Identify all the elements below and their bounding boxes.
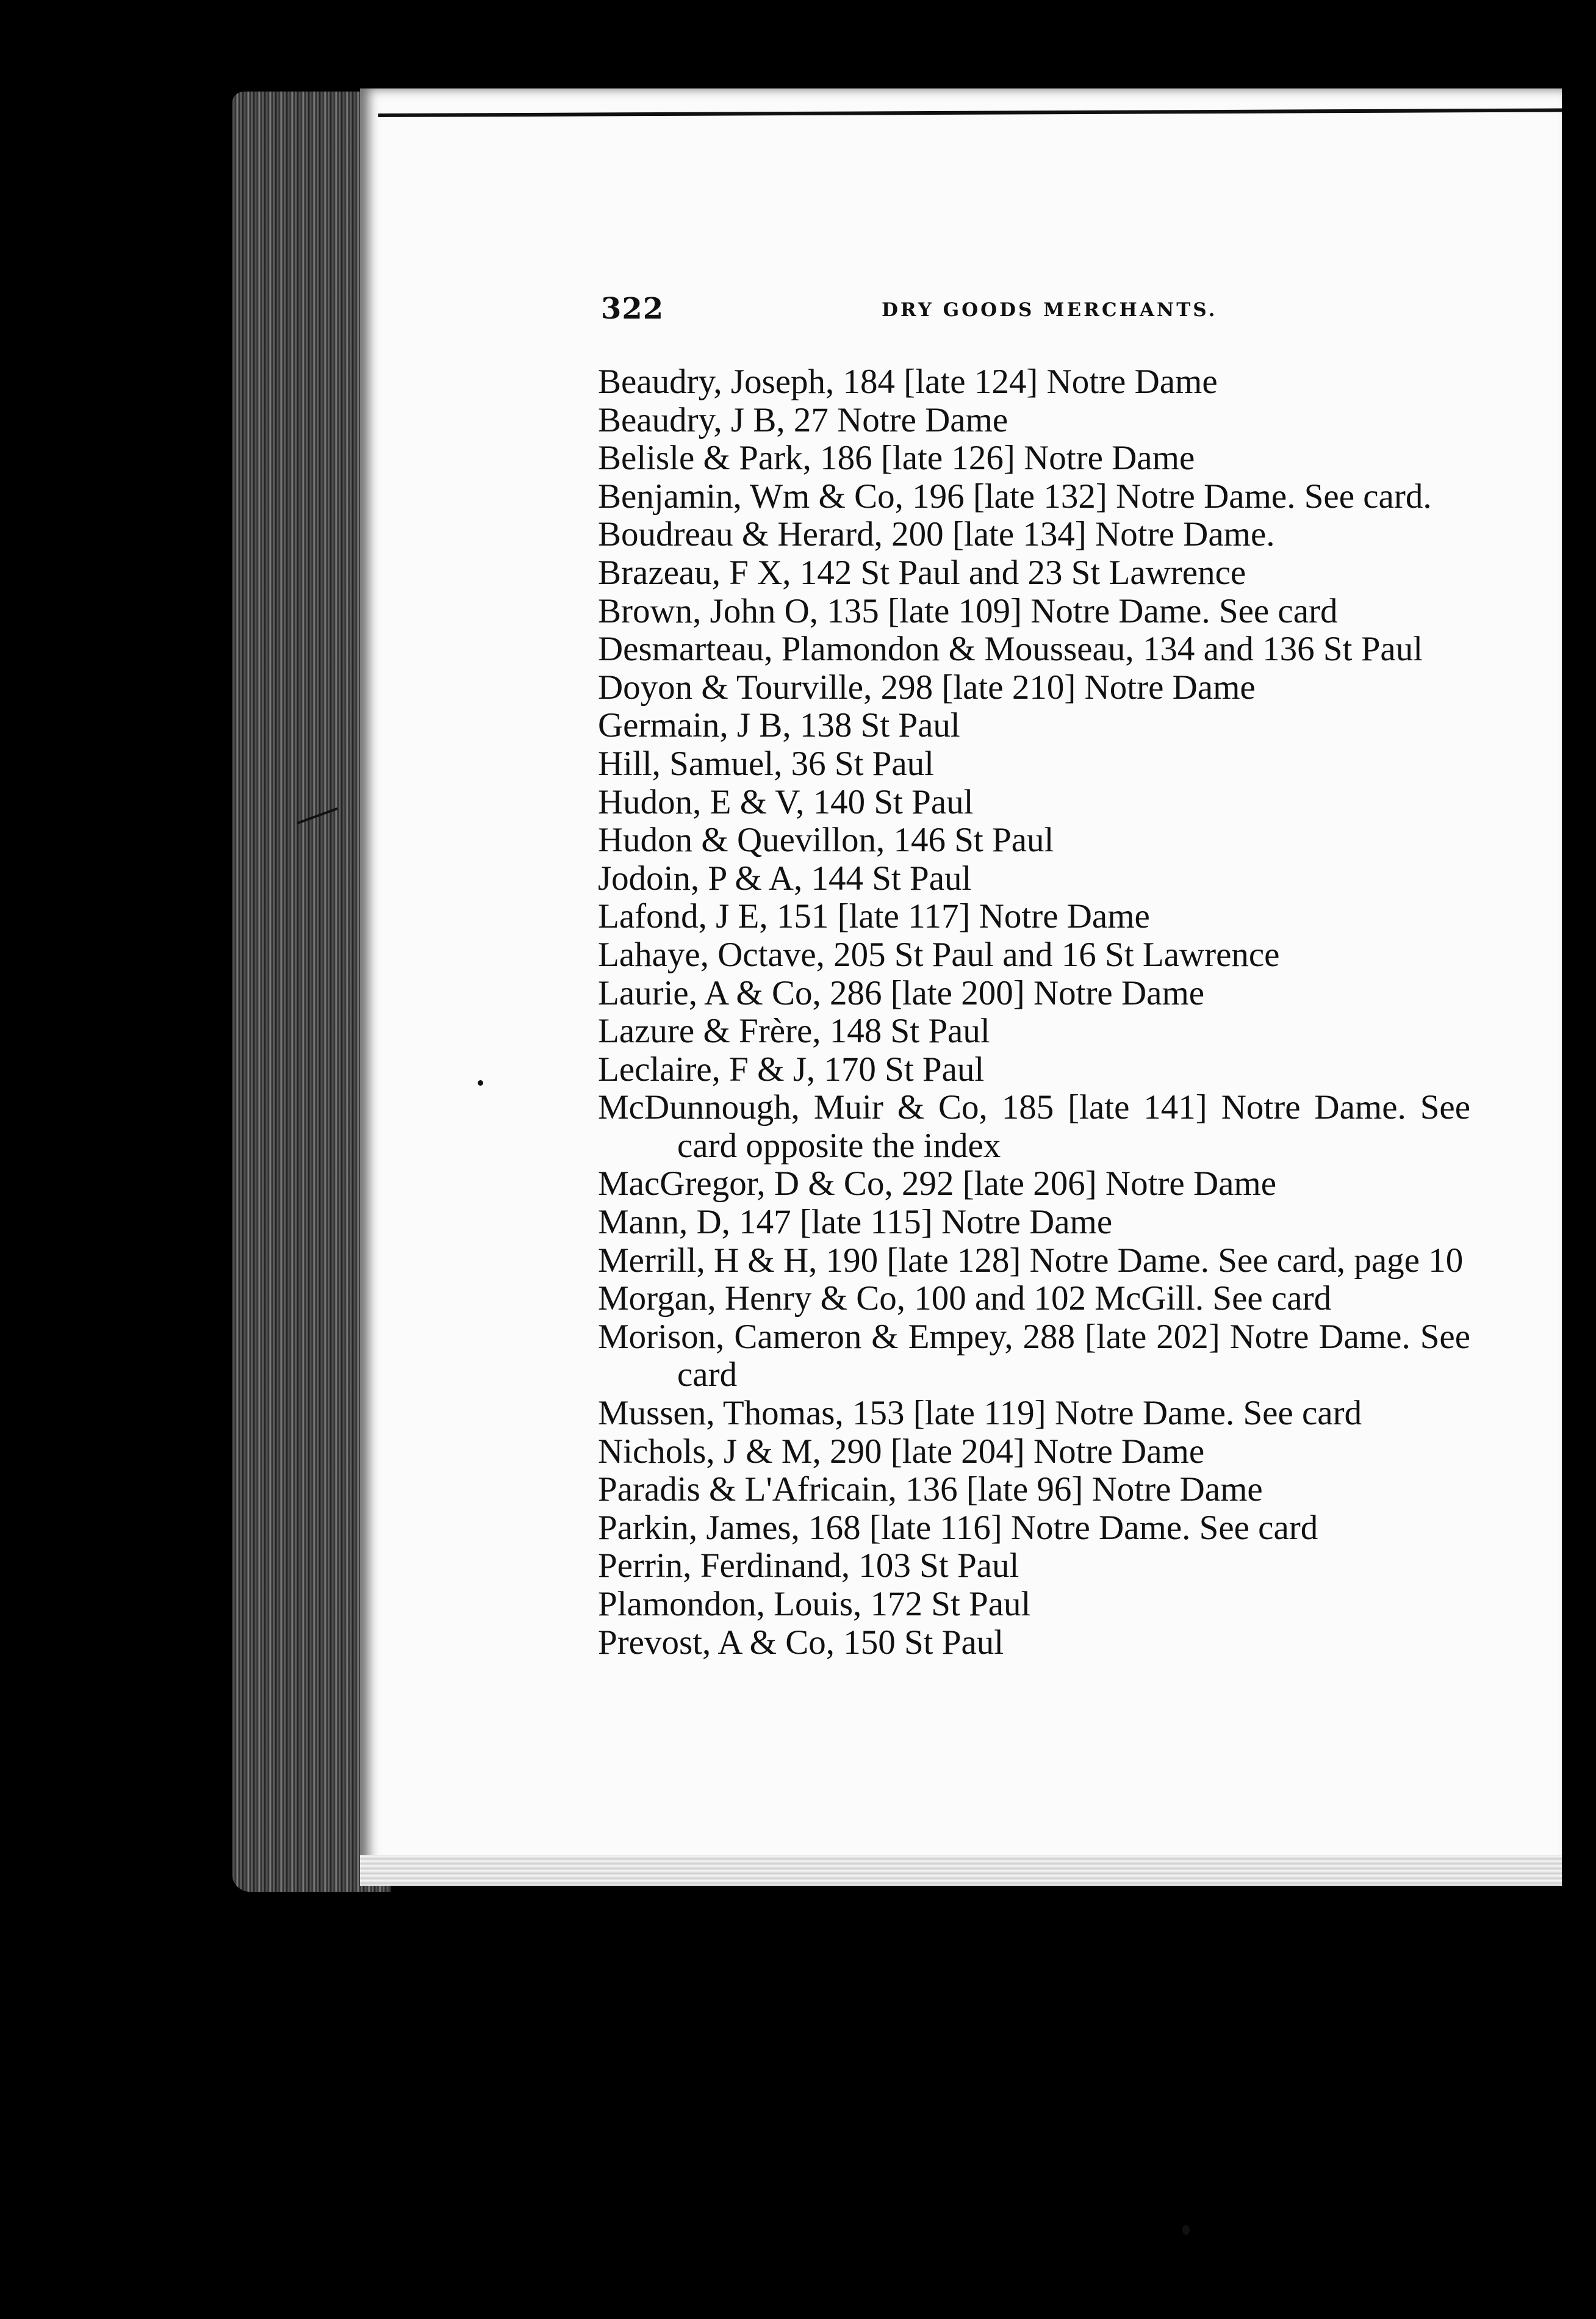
- directory-entry: Hudon, E & V, 140 St Paul: [598, 782, 974, 821]
- directory-entry: Perrin, Ferdinand, 103 St Paul: [598, 1546, 1019, 1585]
- directory-entry: Merrill, H & H, 190 [late 128] Notre Dame. See card, page 10: [598, 1241, 1464, 1280]
- scan-speck: [478, 1080, 483, 1086]
- running-head: [601, 292, 1467, 334]
- directory-entry: Germain, J B, 138 St Paul: [598, 706, 960, 745]
- merchant-directory-list: [598, 363, 1470, 1662]
- directory-entry: Laurie, A & Co, 286 [late 200] Notre Dame: [598, 973, 1205, 1012]
- directory-entry: Prevost, A & Co, 150 St Paul: [598, 1623, 1004, 1662]
- directory-entry: Brown, John O, 135 [late 109] Notre Dame. See card: [598, 591, 1338, 630]
- directory-entry: Lahaye, Octave, 205 St Paul and 16 St Lawrence: [598, 935, 1280, 974]
- directory-entry: Morgan, Henry & Co, 100 and 102 McGill. See card: [598, 1279, 1332, 1318]
- directory-entry: Belisle & Park, 186 [late 126] Notre Dame: [598, 439, 1195, 478]
- directory-entry: Brazeau, F X, 142 St Paul and 23 St Lawrence: [598, 553, 1246, 592]
- page-number: 322: [601, 292, 664, 326]
- scan-speck: [1182, 2225, 1190, 2235]
- directory-entry: Hudon & Quevillon, 146 St Paul: [598, 821, 1054, 860]
- directory-entry: MacGregor, D & Co, 292 [late 206] Notre Dame: [598, 1164, 1277, 1203]
- directory-entry: Leclaire, F & J, 170 St Paul: [598, 1050, 985, 1089]
- directory-entry: Beaudry, J B, 27 Notre Dame: [598, 400, 1008, 439]
- directory-entry: Jodoin, P & A, 144 St Paul: [598, 859, 972, 898]
- directory-entry: Boudreau & Herard, 200 [late 134] Notre Dame.: [598, 515, 1275, 554]
- directory-entry: Desmarteau, Plamondon & Mousseau, 134 and 136 St Paul: [598, 630, 1423, 669]
- directory-entry: Beaudry, Joseph, 184 [late 124] Notre Dame: [598, 362, 1218, 401]
- directory-entry: Mussen, Thomas, 153 [late 119] Notre Dame. See card: [598, 1394, 1362, 1433]
- directory-entry: Lafond, J E, 151 [late 117] Notre Dame: [598, 897, 1150, 936]
- directory-entry: Benjamin, Wm & Co, 196 [late 132] Notre Dame. See card.: [598, 477, 1432, 516]
- directory-entry: Hill, Samuel, 36 St Paul: [598, 744, 935, 783]
- directory-entry: Plamondon, Louis, 172 St Paul: [598, 1585, 1031, 1623]
- directory-entry: Parkin, James, 168 [late 116] Notre Dame. See card: [598, 1508, 1318, 1547]
- directory-entry: Paradis & L'Africain, 136 [late 96] Notre Dame: [598, 1470, 1263, 1509]
- directory-entry: Morison, Cameron & Empey, 288 [late 202] Notre Dame. See card: [598, 1317, 1470, 1394]
- directory-entry: Mann, D, 147 [late 115] Notre Dame: [598, 1203, 1113, 1242]
- section-title: DRY GOODS MERCHANTS.: [882, 299, 1218, 321]
- directory-entry: McDunnough, Muir & Co, 185 [late 141] Notre Dame. See card opposite the index: [598, 1088, 1470, 1165]
- directory-entry: Doyon & Tourville, 298 [late 210] Notre Dame: [598, 668, 1256, 707]
- directory-entry: Lazure & Frère, 148 St Paul: [598, 1012, 990, 1051]
- book-page-bottom-edges: [360, 1855, 1562, 1886]
- directory-entry: Nichols, J & M, 290 [late 204] Notre Dame: [598, 1432, 1205, 1471]
